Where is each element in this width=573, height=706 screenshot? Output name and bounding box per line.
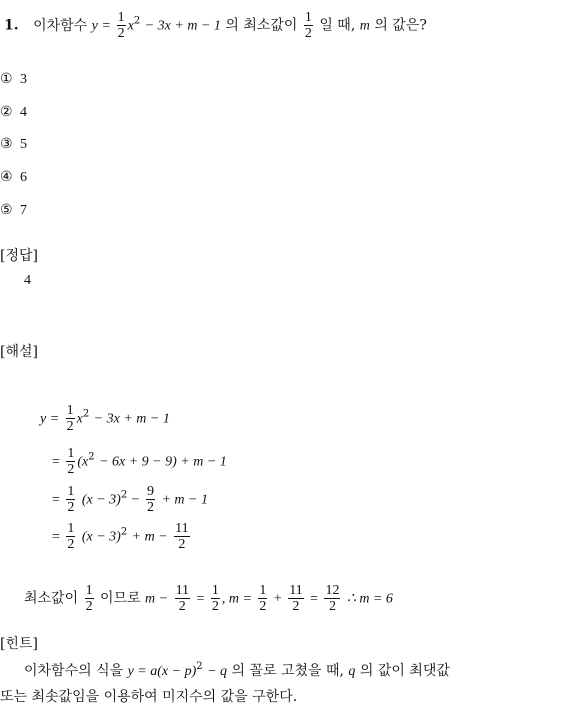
fraction: $\frac{1}{2}$ bbox=[67, 446, 75, 477]
choice-1[interactable]: ① 3 bbox=[0, 71, 27, 87]
fraction: $\frac{1}{2}$ bbox=[67, 521, 75, 552]
choice-2[interactable]: ② 4 bbox=[0, 104, 27, 120]
fraction: $\frac{11}{2}$ bbox=[175, 521, 189, 552]
solution-line-2: = $\frac{1}{2}$ $(x^2 - 6x + 9 - 9) + m - 1$ bbox=[52, 446, 227, 477]
solution-line-4: = $\frac{1}{2}$ $(x - 3)^2 + m$ − $\frac{11}{2}$ bbox=[52, 521, 189, 552]
hint-line-2: 또는 최솟값임을 이용하여 미지수의 값을 구한다. bbox=[0, 689, 298, 705]
fraction: $\frac{1}{2}$ bbox=[85, 583, 93, 614]
solution-conclusion: 최소값이 $\frac{1}{2}$ 이므로 m − $\frac{11}{2}$ = $\frac{1}{2}$ , m = $\frac{1}{2}$ + $\frac{11}{2}$ = $\frac{12}{2}$ ∴ m = 6 bbox=[24, 583, 393, 614]
fraction: $\frac{1}{2}$ bbox=[259, 583, 267, 614]
fraction: $\frac{1}{2}$ bbox=[66, 403, 74, 434]
question-stem: 1. 이차함수 y = $\frac{1}{2}$ $x^2 - 3x + m - 1$ 의 최소값이 $\frac{1}{2}$ 일 때, m 의 값은? bbox=[4, 10, 427, 41]
answer-value: 4 bbox=[24, 273, 31, 288]
fraction: $\frac{11}{2}$ bbox=[175, 583, 190, 614]
choice-3[interactable]: ③ 5 bbox=[0, 136, 27, 152]
fraction: $\frac{11}{2}$ bbox=[289, 583, 303, 614]
fraction: $\frac{1}{2}$ bbox=[117, 10, 125, 41]
solution-line-1: y = $\frac{1}{2}$ $x^2 - 3x + m - 1$ bbox=[40, 403, 170, 434]
fraction: $\frac{1}{2}$ bbox=[304, 10, 312, 41]
fraction: $\frac{12}{2}$ bbox=[325, 583, 340, 614]
hint-label: [힌트] bbox=[0, 636, 38, 652]
stem-prefix: 이차함수 bbox=[33, 17, 88, 34]
fraction: $\frac{1}{2}$ bbox=[211, 583, 219, 614]
solution-line-3: = $\frac{1}{2}$ $(x - 3)^2$ − $\frac{9}{2}$ + m − 1 bbox=[52, 484, 208, 515]
solution-label: [해설] bbox=[0, 344, 38, 360]
fraction: $\frac{1}{2}$ bbox=[67, 484, 75, 515]
fraction: $\frac{9}{2}$ bbox=[147, 484, 154, 515]
hint-line-1: 이차함수의 식을 $y = a(x - p)^2 - q$ 의 꼴로 고쳤을 때, q 의 값이 최댓값 bbox=[24, 661, 450, 679]
choice-4[interactable]: ④ 6 bbox=[0, 169, 27, 185]
answer-label: [정답] bbox=[0, 248, 38, 264]
question-number: 1. bbox=[4, 17, 19, 34]
choice-5[interactable]: ⑤ 7 bbox=[0, 202, 27, 218]
